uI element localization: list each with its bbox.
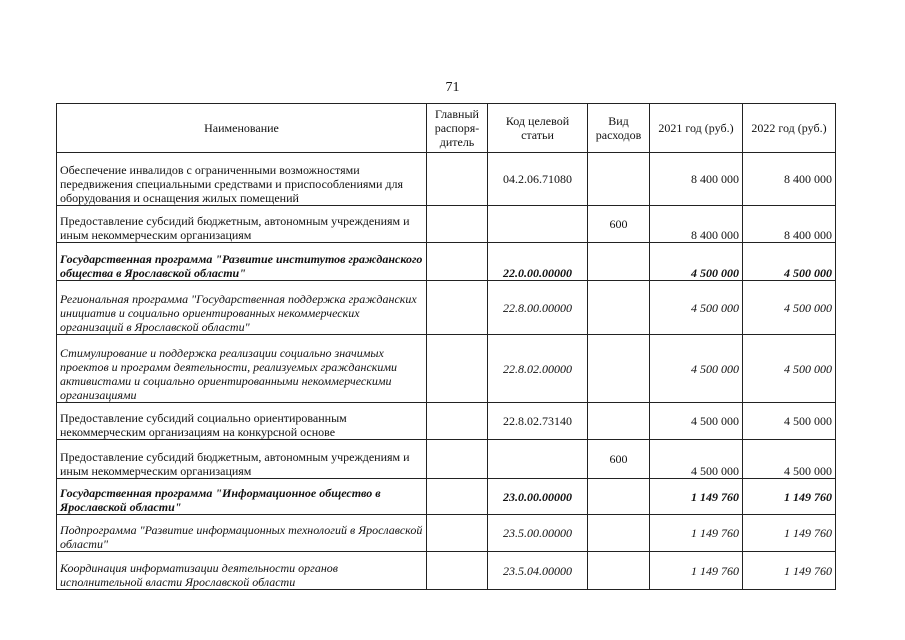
row-admin <box>427 552 488 590</box>
row-kind: 600 <box>588 206 650 243</box>
row-2022: 4 500 000 <box>743 440 836 479</box>
row-kind <box>588 243 650 281</box>
row-2022: 1 149 760 <box>743 515 836 552</box>
row-admin <box>427 153 488 206</box>
row-2022: 4 500 000 <box>743 281 836 335</box>
row-name: Предоставление субсидий бюджетным, автономным учреждениям и иным некоммерческим организациям <box>57 206 427 243</box>
row-name: Стимулирование и поддержка реализации социально значимых проектов и программ деятельности, реализуемых гражданскими активистами и социально ориентированными некоммерческими организациями <box>57 335 427 403</box>
row-name: Государственная программа "Информационное общество в Ярославской области" <box>57 479 427 515</box>
row-2022: 4 500 000 <box>743 243 836 281</box>
row-kind <box>588 281 650 335</box>
row-admin <box>427 335 488 403</box>
header-kind: Вид расходов <box>588 104 650 153</box>
row-2021: 8 400 000 <box>650 153 743 206</box>
table-row <box>57 153 836 206</box>
row-kind <box>588 479 650 515</box>
row-name: Предоставление субсидий бюджетным, автономным учреждениям и иным некоммерческим организациям <box>57 440 427 479</box>
row-kind <box>588 403 650 440</box>
row-name: Предоставление субсидий социально ориентированным некоммерческим организациям на конкурсной основе <box>57 403 427 440</box>
table-row <box>57 335 836 403</box>
row-admin <box>427 403 488 440</box>
row-2021: 4 500 000 <box>650 281 743 335</box>
row-code: 22.8.02.00000 <box>488 335 588 403</box>
row-2021: 8 400 000 <box>650 206 743 243</box>
row-2022: 1 149 760 <box>743 552 836 590</box>
row-code: 23.5.04.00000 <box>488 552 588 590</box>
table-row <box>57 281 836 335</box>
row-code: 23.0.00.00000 <box>488 479 588 515</box>
row-admin <box>427 515 488 552</box>
row-code: 22.8.00.00000 <box>488 281 588 335</box>
row-name: Координация информатизации деятельности органов исполнительной власти Ярославской области <box>57 552 427 590</box>
row-2022: 1 149 760 <box>743 479 836 515</box>
header-code: Код целевой статьи <box>488 104 588 153</box>
header-admin: Главный распоря-дитель <box>427 104 488 153</box>
row-2021: 1 149 760 <box>650 552 743 590</box>
row-2021: 4 500 000 <box>650 335 743 403</box>
table-header-row <box>57 104 836 153</box>
row-kind <box>588 153 650 206</box>
row-kind: 600 <box>588 440 650 479</box>
table-row <box>57 552 836 590</box>
header-2021: 2021 год (руб.) <box>650 104 743 153</box>
row-kind <box>588 552 650 590</box>
row-code <box>488 440 588 479</box>
row-kind <box>588 515 650 552</box>
row-code: 22.8.02.73140 <box>488 403 588 440</box>
row-name: Обеспечение инвалидов с ограниченными возможностями передвижения специальными средствами и приспособлениями для оборудования и оснащения жилых помещений <box>57 153 427 206</box>
row-code: 23.5.00.00000 <box>488 515 588 552</box>
table-row <box>57 243 836 281</box>
table-row <box>57 440 836 479</box>
row-2021: 1 149 760 <box>650 479 743 515</box>
page-number: 71 <box>445 80 460 95</box>
row-2021: 1 149 760 <box>650 515 743 552</box>
header-2022: 2022 год (руб.) <box>743 104 836 153</box>
row-name: Подпрограмма "Развитие информационных технологий в Ярославской области" <box>57 515 427 552</box>
row-kind <box>588 335 650 403</box>
row-2021: 4 500 000 <box>650 440 743 479</box>
row-code: 04.2.06.71080 <box>488 153 588 206</box>
row-admin <box>427 440 488 479</box>
row-2022: 4 500 000 <box>743 335 836 403</box>
header-name: Наименование <box>57 104 427 153</box>
row-2021: 4 500 000 <box>650 403 743 440</box>
row-2022: 4 500 000 <box>743 403 836 440</box>
row-admin <box>427 243 488 281</box>
budget-table <box>56 103 836 590</box>
row-code: 22.0.00.00000 <box>488 243 588 281</box>
table-row <box>57 403 836 440</box>
row-2022: 8 400 000 <box>743 206 836 243</box>
table-row <box>57 515 836 552</box>
table-row <box>57 479 836 515</box>
row-admin <box>427 206 488 243</box>
row-admin <box>427 479 488 515</box>
row-2021: 4 500 000 <box>650 243 743 281</box>
row-code <box>488 206 588 243</box>
table-row <box>57 206 836 243</box>
row-name: Государственная программа "Развитие институтов гражданского общества в Ярославской области" <box>57 243 427 281</box>
row-2022: 8 400 000 <box>743 153 836 206</box>
row-admin <box>427 281 488 335</box>
row-name: Региональная программа "Государственная поддержка гражданских инициатив и социально ориентированных некоммерческих организаций в Ярославской области" <box>57 281 427 335</box>
